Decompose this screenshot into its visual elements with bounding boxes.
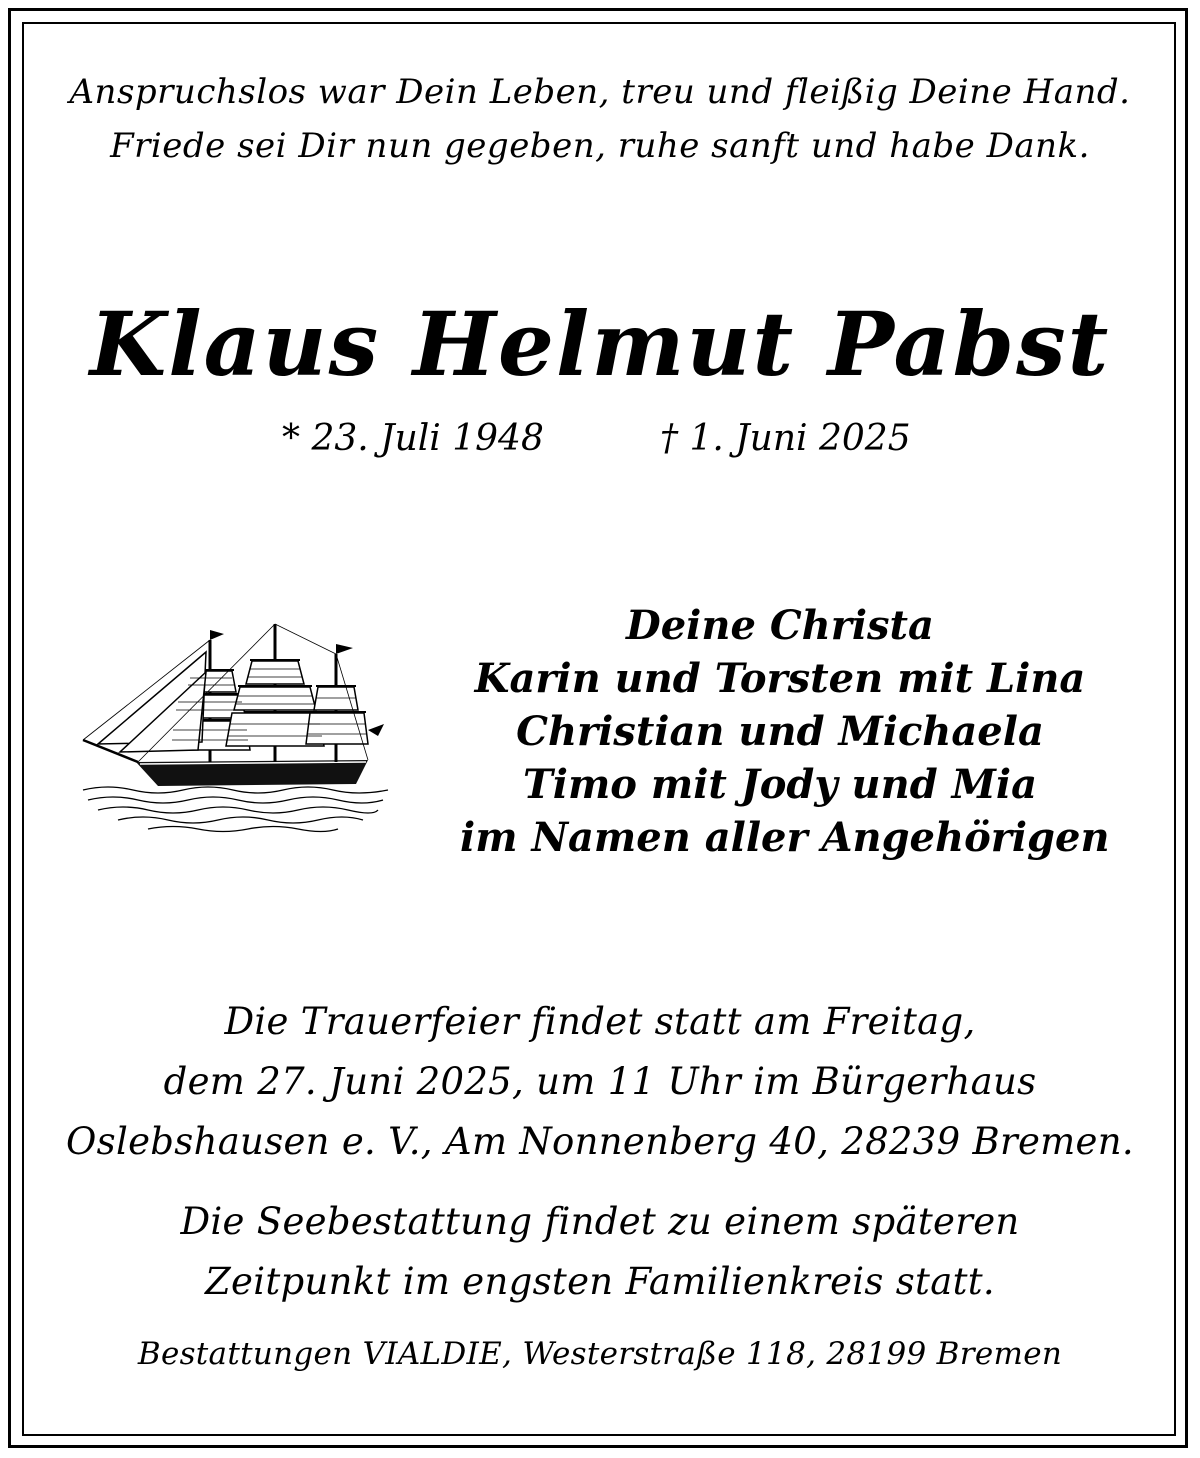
burial-line-1: Die Seebestattung findet zu einem späteren (180, 1200, 1020, 1243)
funeral-line-1: Die Trauerfeier findet statt am Freitag, (224, 1000, 976, 1043)
mourner-line-2: Karin und Torsten mit Lina (474, 655, 1086, 702)
funeral-line-2: dem 27. Juni 2025, um 11 Uhr im Bürgerhaus (163, 1060, 1037, 1103)
birth-date: * 23. Juli 1948 (282, 418, 544, 459)
undertaker-address: Bestattungen VIALDIE, Westerstraße 118, 28199 Bremen (137, 1336, 1063, 1372)
burial-line-2: Zeitpunkt im engsten Familienkreis statt. (205, 1260, 995, 1303)
motto-line-2: Friede sei Dir nun gegeben, ruhe sanft und habe Dank. (110, 126, 1090, 166)
deceased-name: Klaus Helmut Pabst (89, 292, 1111, 396)
motto-line-1: Anspruchslos war Dein Leben, treu und fleißig Deine Hand. (69, 72, 1131, 112)
death-date: † 1. Juni 2025 (660, 418, 911, 459)
mourner-line-5: im Namen aller Angehörigen (460, 814, 1110, 861)
mourner-line-1: Deine Christa (626, 602, 934, 649)
mourner-line-4: Timo mit Jody und Mia (522, 761, 1037, 808)
mourner-line-3: Christian und Michaela (516, 708, 1044, 755)
sailing-ship-icon (78, 612, 393, 842)
funeral-line-3: Oslebshausen e. V., Am Nonnenberg 40, 28239 Bremen. (66, 1120, 1134, 1163)
